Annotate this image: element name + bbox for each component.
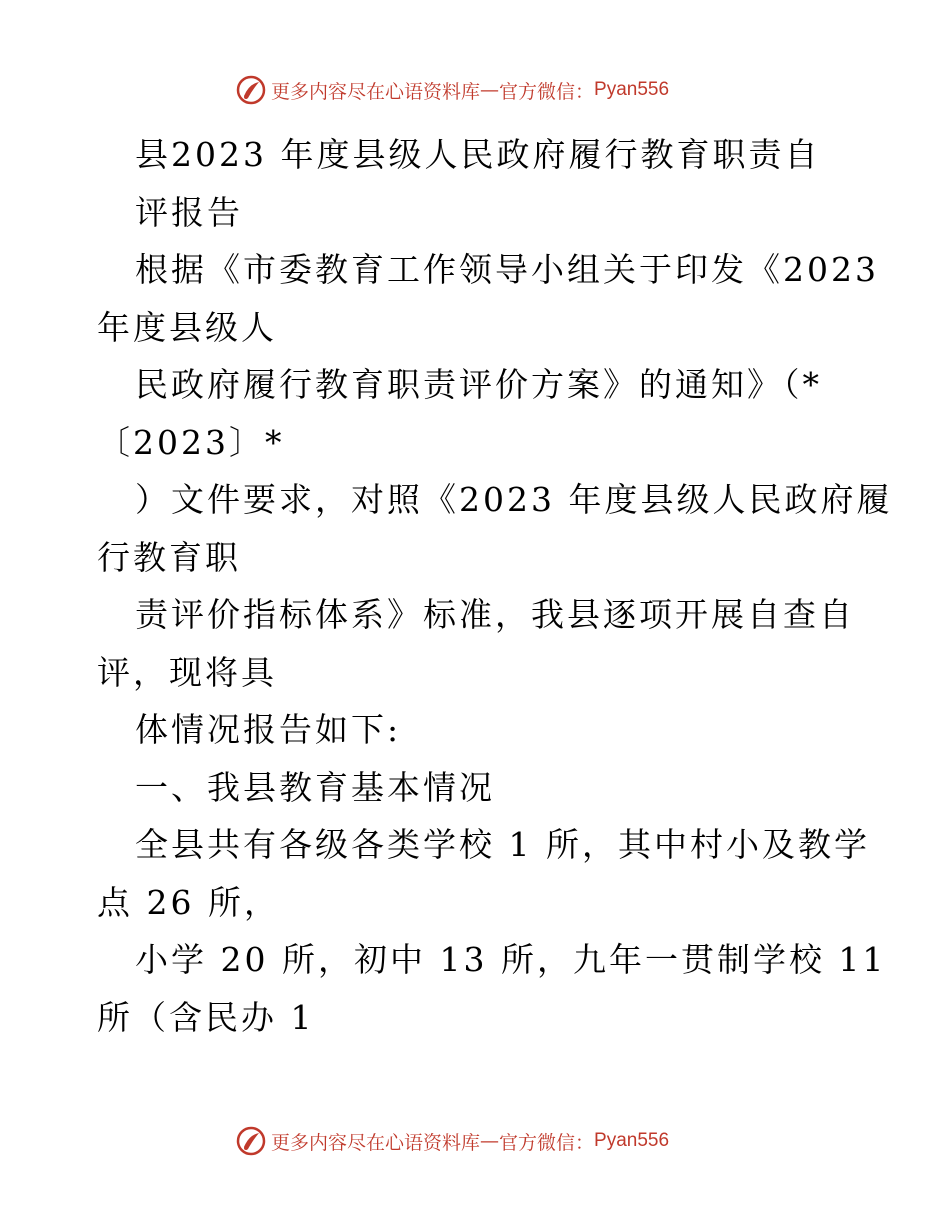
banner-dash: — xyxy=(480,79,500,101)
banner-text: 更多内容尽在心语资料库 xyxy=(271,80,481,103)
wechat-id: Pyan556 xyxy=(594,79,670,100)
banner-dash: — xyxy=(480,1130,500,1152)
wechat-label: 官方微信： xyxy=(499,80,595,103)
title-line-1: 县2023 年度县级人民政府履行教育职责自 xyxy=(135,135,821,174)
paragraph-line: 行教育职 xyxy=(97,537,241,577)
title-line-2: 评报告 xyxy=(135,192,243,232)
paragraph-line: 根据《市委教育工作领导小组关于印发《2023 xyxy=(135,250,879,289)
paragraph-line: 评，现将具 xyxy=(97,652,277,692)
header-banner xyxy=(235,73,755,107)
document-body xyxy=(97,126,893,1046)
section-heading: 一、我县教育基本情况 xyxy=(135,767,495,807)
paragraph-line: 全县共有各级各类学校 1 所，其中村小及教学 xyxy=(135,825,870,864)
red-brush-logo-icon xyxy=(235,1125,267,1157)
red-brush-logo-icon xyxy=(235,74,267,106)
paragraph-line: 小学 20 所，初中 13 所，九年一贯制学校 11 xyxy=(135,940,887,979)
paragraph-line: ）文件要求，对照《2023 年度县级人民政府履 xyxy=(135,480,893,519)
paragraph-line: 〔2023〕* xyxy=(97,422,285,462)
paragraph-line: 民政府履行教育职责评价方案》的通知》（* xyxy=(135,365,822,404)
footer-banner xyxy=(235,1124,755,1158)
wechat-label: 官方微信： xyxy=(499,1131,595,1154)
paragraph-line: 责评价指标体系》标准，我县逐项开展自查自 xyxy=(135,595,855,634)
banner-text: 更多内容尽在心语资料库 xyxy=(271,1131,481,1154)
wechat-id: Pyan556 xyxy=(594,1130,670,1151)
paragraph-line: 所（含民办 1 xyxy=(97,997,315,1037)
paragraph-line: 体情况报告如下: xyxy=(135,710,402,749)
paragraph-line: 年度县级人 xyxy=(97,307,277,347)
paragraph-line: 点 26 所， xyxy=(97,882,280,922)
